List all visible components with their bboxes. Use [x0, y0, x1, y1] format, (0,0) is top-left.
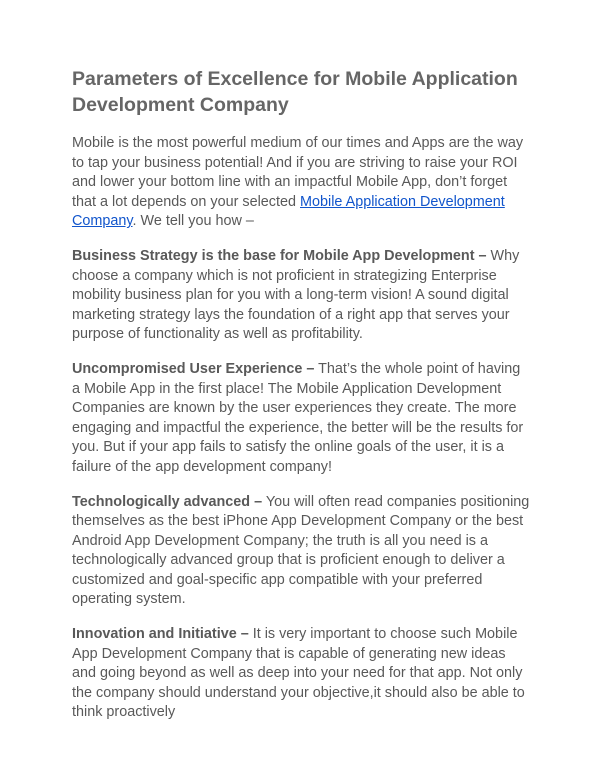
section-heading: Technologically advanced – [72, 493, 263, 510]
mobile-app-dev-company-link[interactable]: Mobile Application Development Company [72, 193, 505, 230]
intro-text: Mobile is the most powerful medium of our times and Apps are the way to tap your business potential! And if you are striving to raise your ROI and lower your bottom line with an impactful Mobile App, don’t forget that a lot depends on your selected [72, 135, 524, 210]
section-body: It is very important to choose such Mobile App Development Company that is capable of generating new ideas and going beyond as well as deep into your need for that app. Not only the company should understand your objective,it should also be able to think proactively [72, 626, 525, 721]
document-title: Parameters of Excellence for Mobile Application Development Company [72, 68, 518, 116]
section-user-experience [72, 360, 532, 478]
section-body: That’s the whole point of having a Mobile App in the first place! The Mobile Application Development Companies are known by the user experiences they create. The more engaging and impactful the experience, the better will be the results for you. But if your app fails to satisfy the online goals of the user, it is a failure of the app development company! [72, 360, 524, 475]
section-body: Why choose a company which is not proficient in strategizing Enterprise mobility business plan for you with a long-term vision! A sound digital marketing strategy lays the foundation of a right app that serves your purpose of functionality as well as profitability. [72, 247, 520, 343]
section-heading: Innovation and Initiative – [72, 626, 249, 643]
section-heading: Uncompromised User Experience – [72, 360, 315, 377]
section-body: You will often read companies positioning themselves as the best iPhone App Development Company or the best Android App Development Company; the truth is all you need is a technologically advanced group that is proficient enough to deliver a customized and goal-specific app compatible with your preferred operating system. [72, 493, 530, 608]
intro-text-end: . We tell you how – [132, 213, 254, 230]
section-technologically-advanced [72, 493, 532, 611]
document-page [72, 66, 532, 738]
section-innovation-initiative [72, 625, 532, 723]
section-business-strategy [72, 247, 532, 345]
section-heading: Business Strategy is the base for Mobile App Development – [72, 247, 487, 264]
intro-paragraph [72, 134, 532, 232]
